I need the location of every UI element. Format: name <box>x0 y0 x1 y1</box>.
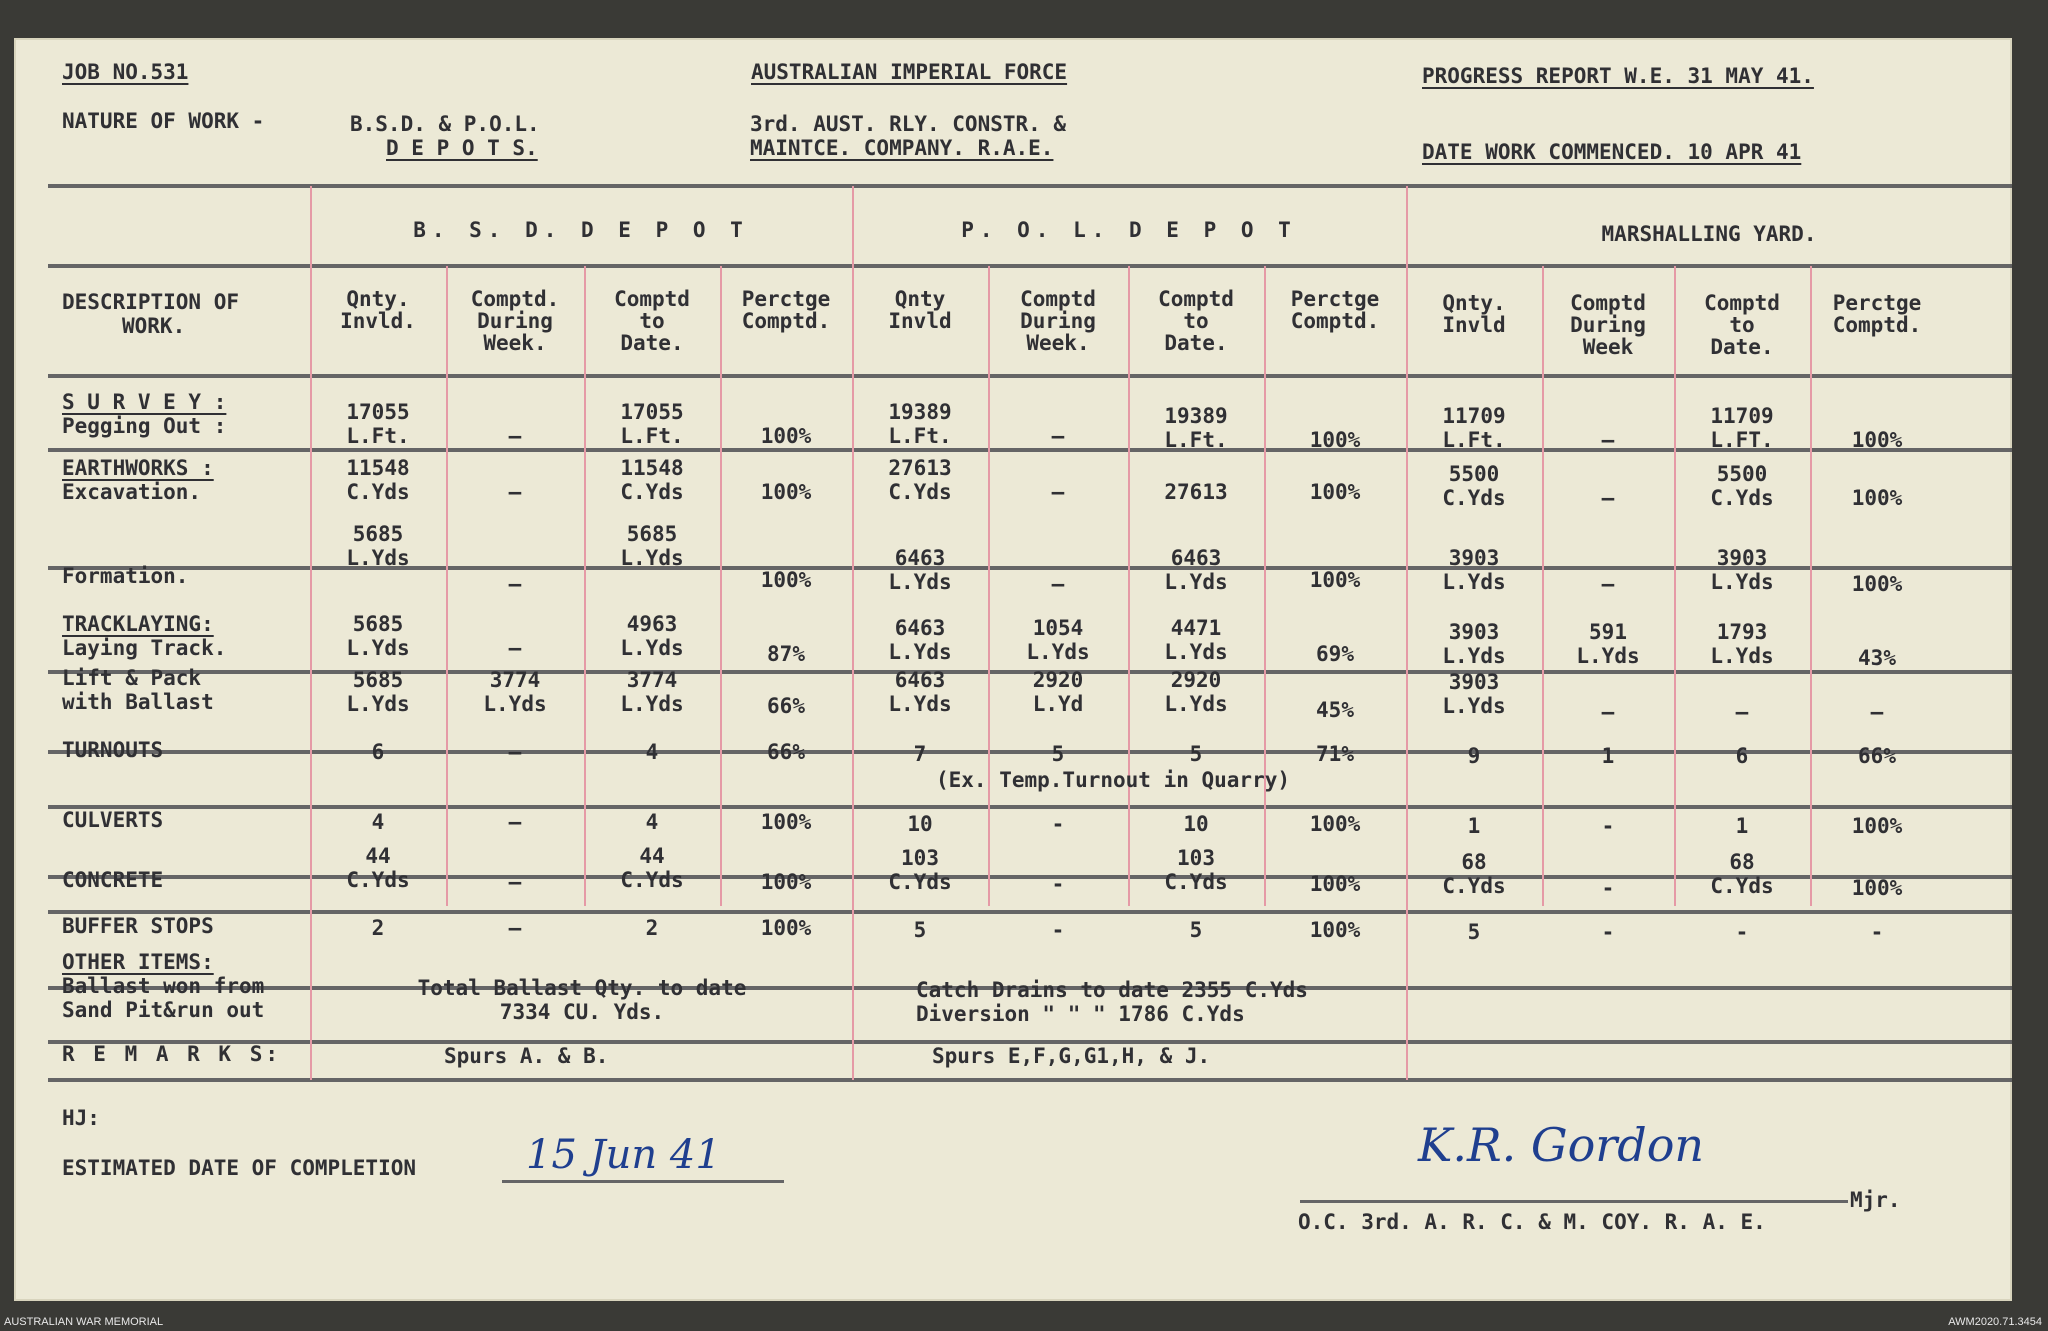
column-line <box>1128 266 1130 906</box>
nature-of-work-line2: D E P O T S. <box>386 136 538 160</box>
row-label-tracklaying: TRACKLAYING: Laying Track. <box>62 612 227 660</box>
cell-my-date: — <box>1735 700 1749 724</box>
cell-bsd-pct: 100% <box>760 916 812 940</box>
my-week-heading: Comptd During Week <box>1570 291 1646 359</box>
cell-my-pct: 100% <box>1851 814 1903 838</box>
bsd-qty-heading: Qnty. Invld. <box>340 287 416 333</box>
cell-pol-pct: 100% <box>1309 918 1361 942</box>
column-line <box>310 186 312 1080</box>
cell-bsd-date: 2 <box>645 916 659 940</box>
bsd-week-heading: Comptd. During Week. <box>470 287 560 355</box>
cell-my-week: — <box>1601 700 1615 724</box>
column-line <box>1264 266 1266 906</box>
row-label-buffer-stops: BUFFER STOPS <box>62 914 214 938</box>
pol-date-heading: Comptd to Date. <box>1158 287 1234 355</box>
cell-my-date: - <box>1735 920 1749 944</box>
cell-bsd-qty: 2 <box>371 916 385 940</box>
cell-pol-pct: 69% <box>1316 642 1354 666</box>
cell-my-date: 6 <box>1735 744 1749 768</box>
cell-bsd-week: 3774 L.Yds <box>483 668 547 716</box>
nature-of-work-label: NATURE OF WORK - <box>62 109 265 133</box>
cell-bsd-qty: 4 <box>371 810 385 834</box>
cell-bsd-week: — <box>508 870 522 894</box>
cell-pol-week: - <box>1051 872 1065 896</box>
my-qty-heading: Qnty. Invld <box>1442 291 1506 337</box>
cell-bsd-date: 17055 L.Ft. <box>620 400 684 448</box>
cell-bsd-qty: 6 <box>371 740 385 764</box>
cell-my-date: 1 <box>1735 814 1749 838</box>
column-line <box>720 266 722 906</box>
rule <box>48 374 2012 378</box>
column-line <box>584 266 586 906</box>
cell-my-week: - <box>1601 876 1615 900</box>
cell-my-date: 3903 L.Yds <box>1710 546 1774 594</box>
credit-right: AWM2020.71.3454 <box>1948 1316 2042 1328</box>
cell-pol-qty: 103 C.Yds <box>888 846 952 894</box>
cell-pol-week: - <box>1051 918 1065 942</box>
remarks-bsd: Spurs A. & B. <box>444 1044 609 1068</box>
cell-bsd-pct: 100% <box>760 480 812 504</box>
remarks-pol: Spurs E,F,G,G1,H, & J. <box>932 1044 1211 1068</box>
cell-pol-week: — <box>1051 424 1065 448</box>
cell-bsd-date: 3774 L.Yds <box>620 668 684 716</box>
cell-my-week: - <box>1601 814 1615 838</box>
cell-pol-qty: 19389 L.Ft. <box>888 400 952 448</box>
cell-my-qty: 68 C.Yds <box>1442 850 1506 898</box>
other-pol: Catch Drains to date 2355 C.Yds Diversion " " " 1786 C.Yds <box>916 978 1308 1026</box>
rule <box>48 910 2012 914</box>
row-label-culverts: CULVERTS <box>62 808 164 832</box>
section-marshalling-yard: MARSHALLING YARD. <box>1601 222 1817 246</box>
completion-underline <box>502 1180 784 1183</box>
cell-my-pct: — <box>1870 700 1884 724</box>
signature-line <box>1300 1200 1848 1203</box>
cell-bsd-week: — <box>508 916 522 940</box>
cell-my-week: — <box>1601 428 1615 452</box>
cell-pol-pct: 100% <box>1309 428 1361 452</box>
cell-bsd-qty: 5685 L.Yds <box>346 612 410 660</box>
cell-pol-qty: 6463 L.Yds <box>888 546 952 594</box>
cell-bsd-pct: 87% <box>767 642 805 666</box>
cell-bsd-qty: 17055 L.Ft. <box>346 400 410 448</box>
cell-bsd-week: — <box>508 636 522 660</box>
cell-bsd-date: 11548 C.Yds <box>620 456 684 504</box>
cell-my-qty: 11709 L.Ft. <box>1442 404 1506 452</box>
cell-bsd-date: 44 C.Yds <box>620 844 684 892</box>
row-label-formation: Formation. <box>62 564 189 588</box>
section-bsd-depot: B. S. D. D E P O T <box>413 218 749 242</box>
cell-bsd-qty: 11548 C.Yds <box>346 456 410 504</box>
cell-pol-qty: 5 <box>913 918 927 942</box>
row-label-turnouts: TURNOUTS <box>62 738 164 762</box>
rule <box>48 750 2012 754</box>
cell-bsd-week: — <box>508 572 522 596</box>
cell-my-qty: 5 <box>1467 920 1481 944</box>
pol-week-heading: Comptd During Week. <box>1020 287 1096 355</box>
cell-pol-date: 10 <box>1183 812 1209 836</box>
cell-my-qty: 3903 L.Yds <box>1442 670 1506 718</box>
cell-my-qty: 1 <box>1467 814 1481 838</box>
cell-pol-week: 1054 L.Yds <box>1026 616 1090 664</box>
cell-my-week: — <box>1601 572 1615 596</box>
cell-bsd-date: 5685 L.Yds <box>620 522 684 570</box>
cell-bsd-pct: 100% <box>760 870 812 894</box>
estimated-completion-label: ESTIMATED DATE OF COMPLETION <box>62 1156 417 1180</box>
cell-my-week: 1 <box>1601 744 1615 768</box>
cell-my-pct: 100% <box>1851 486 1903 510</box>
cell-pol-pct: 71% <box>1316 742 1354 766</box>
cell-bsd-week: — <box>508 740 522 764</box>
cell-pol-date: 2920 L.Yds <box>1164 668 1228 716</box>
cell-my-pct: 100% <box>1851 572 1903 596</box>
cell-my-date: 1793 L.Yds <box>1710 620 1774 668</box>
bsd-pct-heading: Perctge Comptd. <box>741 287 831 333</box>
org-title: AUSTRALIAN IMPERIAL FORCE <box>751 60 1068 84</box>
cell-pol-pct: 45% <box>1316 698 1354 722</box>
cell-bsd-pct: 66% <box>767 694 805 718</box>
row-label-other-items: OTHER ITEMS: Ballast won from Sand Pit&run out <box>62 950 265 1022</box>
row-label-lift-pack: Lift & Pack with Ballast <box>62 666 214 714</box>
cell-bsd-date: 4 <box>645 810 659 834</box>
cell-my-qty: 9 <box>1467 744 1481 768</box>
rule <box>48 184 2012 188</box>
cell-bsd-date: 4 <box>645 740 659 764</box>
cell-my-pct: - <box>1870 920 1884 944</box>
cell-my-pct: 66% <box>1858 744 1896 768</box>
rule <box>48 1078 2012 1082</box>
column-line <box>1406 186 1408 1080</box>
cell-pol-pct: 100% <box>1309 812 1361 836</box>
cell-bsd-qty: 44 C.Yds <box>346 844 410 892</box>
other-bsd: Total Ballast Qty. to date 7334 CU. Yds. <box>417 976 747 1024</box>
cell-bsd-date: 4963 L.Yds <box>620 612 684 660</box>
row-label-excavation: EARTHWORKS : Excavation. <box>62 456 214 504</box>
cell-pol-pct: 100% <box>1309 480 1361 504</box>
turnouts-note: (Ex. Temp.Turnout in Quarry) <box>936 768 1291 792</box>
row-label-concrete: CONCRETE <box>62 868 164 892</box>
cell-my-date: 5500 C.Yds <box>1710 462 1774 510</box>
cell-my-qty: 3903 L.Yds <box>1442 620 1506 668</box>
cell-pol-week: 5 <box>1051 742 1065 766</box>
cell-pol-date: 19389 L.Ft. <box>1164 404 1228 452</box>
cell-pol-date: 5 <box>1189 742 1203 766</box>
rule <box>48 264 2012 268</box>
cell-pol-date: 27613 <box>1164 480 1228 504</box>
signature: K.R. Gordon <box>1418 1118 1705 1172</box>
cell-bsd-pct: 100% <box>760 568 812 592</box>
section-pol-depot: P. O. L. D E P O T <box>961 218 1297 242</box>
cell-bsd-week: — <box>508 480 522 504</box>
cell-pol-qty: 7 <box>913 742 927 766</box>
cell-my-week: — <box>1601 486 1615 510</box>
rank: Mjr. <box>1850 1188 1901 1212</box>
cell-pol-week: - <box>1051 812 1065 836</box>
cell-my-pct: 100% <box>1851 876 1903 900</box>
my-date-heading: Comptd to Date. <box>1704 291 1780 359</box>
unit-line2: MAINTCE. COMPANY. R.A.E. <box>750 136 1054 160</box>
cell-pol-date: 103 C.Yds <box>1164 846 1228 894</box>
column-line <box>446 266 448 906</box>
column-line <box>1810 266 1812 906</box>
cell-pol-date: 5 <box>1189 918 1203 942</box>
estimated-completion-date: 15 Jun 41 <box>526 1132 721 1178</box>
cell-bsd-pct: 66% <box>767 740 805 764</box>
column-line <box>1674 266 1676 906</box>
report-title: PROGRESS REPORT W.E. 31 MAY 41. <box>1422 64 1814 88</box>
cell-pol-qty: 6463 L.Yds <box>888 616 952 664</box>
description-heading: DESCRIPTION OF WORK. <box>62 290 240 338</box>
cell-my-week: - <box>1601 920 1615 944</box>
cell-my-week: 591 L.Yds <box>1576 620 1640 668</box>
cell-my-qty: 5500 C.Yds <box>1442 462 1506 510</box>
cell-pol-week: — <box>1051 572 1065 596</box>
report-sheet <box>14 38 2012 1301</box>
cell-pol-week: 2920 L.Yd <box>1032 668 1084 716</box>
column-line <box>852 186 854 1080</box>
bsd-date-heading: Comptd to Date. <box>614 287 690 355</box>
cell-pol-pct: 100% <box>1309 568 1361 592</box>
cell-my-pct: 100% <box>1851 428 1903 452</box>
rule <box>48 805 2012 809</box>
remarks-label: R E M A R K S: <box>62 1042 282 1066</box>
cell-bsd-week: — <box>508 424 522 448</box>
cell-my-date: 68 C.Yds <box>1710 850 1774 898</box>
cell-my-pct: 43% <box>1858 646 1896 670</box>
column-line <box>1542 266 1544 906</box>
cell-pol-qty: 27613 C.Yds <box>888 456 952 504</box>
pol-qty-heading: Qnty Invld <box>888 287 952 333</box>
job-number: JOB NO.531 <box>62 60 189 84</box>
cell-my-date: 11709 L.FT. <box>1710 404 1774 452</box>
cell-my-qty: 3903 L.Yds <box>1442 546 1506 594</box>
officer-commanding: O.C. 3rd. A. R. C. & M. COY. R. A. E. <box>1298 1210 1766 1234</box>
initials: HJ: <box>62 1106 100 1130</box>
my-pct-heading: Perctge Comptd. <box>1832 291 1922 337</box>
cell-bsd-pct: 100% <box>760 424 812 448</box>
column-line <box>988 266 990 906</box>
credit-left: AUSTRALIAN WAR MEMORIAL <box>4 1316 164 1328</box>
row-label-survey: S U R V E Y : Pegging Out : <box>62 390 227 438</box>
nature-of-work-line1: B.S.D. & P.O.L. <box>350 112 540 136</box>
unit-line1: 3rd. AUST. RLY. CONSTR. & <box>750 112 1067 136</box>
cell-bsd-pct: 100% <box>760 810 812 834</box>
cell-pol-week: — <box>1051 480 1065 504</box>
cell-bsd-qty: 5685 L.Yds <box>346 668 410 716</box>
cell-bsd-qty: 5685 L.Yds <box>346 522 410 570</box>
cell-pol-pct: 100% <box>1309 872 1361 896</box>
cell-pol-qty: 10 <box>907 812 933 836</box>
cell-pol-qty: 6463 L.Yds <box>888 668 952 716</box>
cell-bsd-week: — <box>508 810 522 834</box>
cell-pol-date: 4471 L.Yds <box>1164 616 1228 664</box>
pol-pct-heading: Perctge Comptd. <box>1290 287 1380 333</box>
date-commenced: DATE WORK COMMENCED. 10 APR 41 <box>1422 140 1802 164</box>
cell-pol-date: 6463 L.Yds <box>1164 546 1228 594</box>
